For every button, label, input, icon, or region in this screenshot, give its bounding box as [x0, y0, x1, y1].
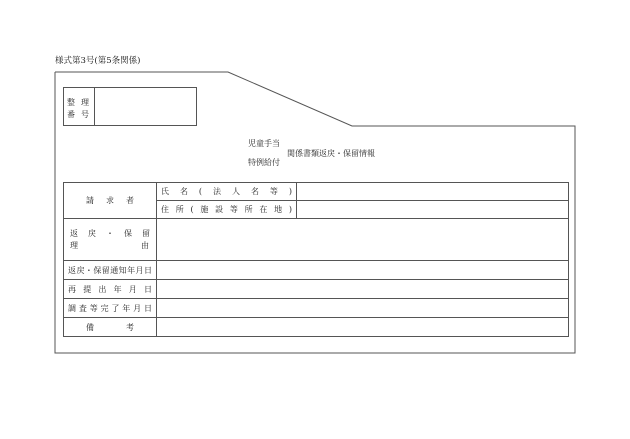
- address-field[interactable]: [297, 201, 569, 219]
- reason-label-line2: 理由: [70, 240, 149, 250]
- table-row: [64, 261, 569, 280]
- resubmit-date-label: 再提出年月日: [68, 284, 152, 294]
- title-prefix-line2: 特例給付: [248, 158, 280, 167]
- survey-date-label: 調査等完了年月日: [68, 303, 152, 313]
- claim-info-table: [63, 182, 569, 337]
- remarks-label: 備 考: [86, 322, 134, 332]
- address-label: 住所(施設等所在地): [161, 205, 292, 214]
- resubmit-date-label-cell: [64, 280, 157, 299]
- table-row: [64, 299, 569, 318]
- claimant-label-cell: [64, 183, 157, 219]
- notice-date-field[interactable]: [157, 261, 569, 280]
- table-row: [64, 280, 569, 299]
- resubmit-date-field[interactable]: [157, 280, 569, 299]
- address-label-cell: [157, 201, 297, 219]
- reference-number-label-line2: 番 号: [67, 110, 89, 119]
- page-title: 関係書類返戻・保留情報: [287, 149, 375, 158]
- name-label-cell: [157, 183, 297, 201]
- name-field[interactable]: [297, 183, 569, 201]
- form-number-label: 様式第3号(第5条関係): [55, 56, 141, 66]
- title-prefix-line1: 児童手当: [248, 139, 280, 148]
- reason-label-line1: 返戻・保留: [70, 228, 150, 238]
- remarks-label-cell: [64, 318, 157, 337]
- reference-number-divider: [94, 88, 95, 125]
- name-label: 氏名(法人名等): [161, 187, 292, 196]
- table-row: [64, 183, 569, 201]
- reference-number-box: [63, 87, 197, 126]
- table-row: [64, 318, 569, 337]
- notice-date-label-cell: [64, 261, 157, 280]
- survey-date-field[interactable]: [157, 299, 569, 318]
- reason-field[interactable]: [157, 219, 569, 261]
- notice-date-label: 返戻・保留通知年月日: [68, 265, 152, 275]
- table-row: [64, 219, 569, 261]
- remarks-field[interactable]: [157, 318, 569, 337]
- reference-number-label-line1: 整 理: [67, 98, 89, 107]
- reason-label-cell: [64, 219, 157, 261]
- survey-date-label-cell: [64, 299, 157, 318]
- claimant-label: 請 求 者: [86, 196, 134, 205]
